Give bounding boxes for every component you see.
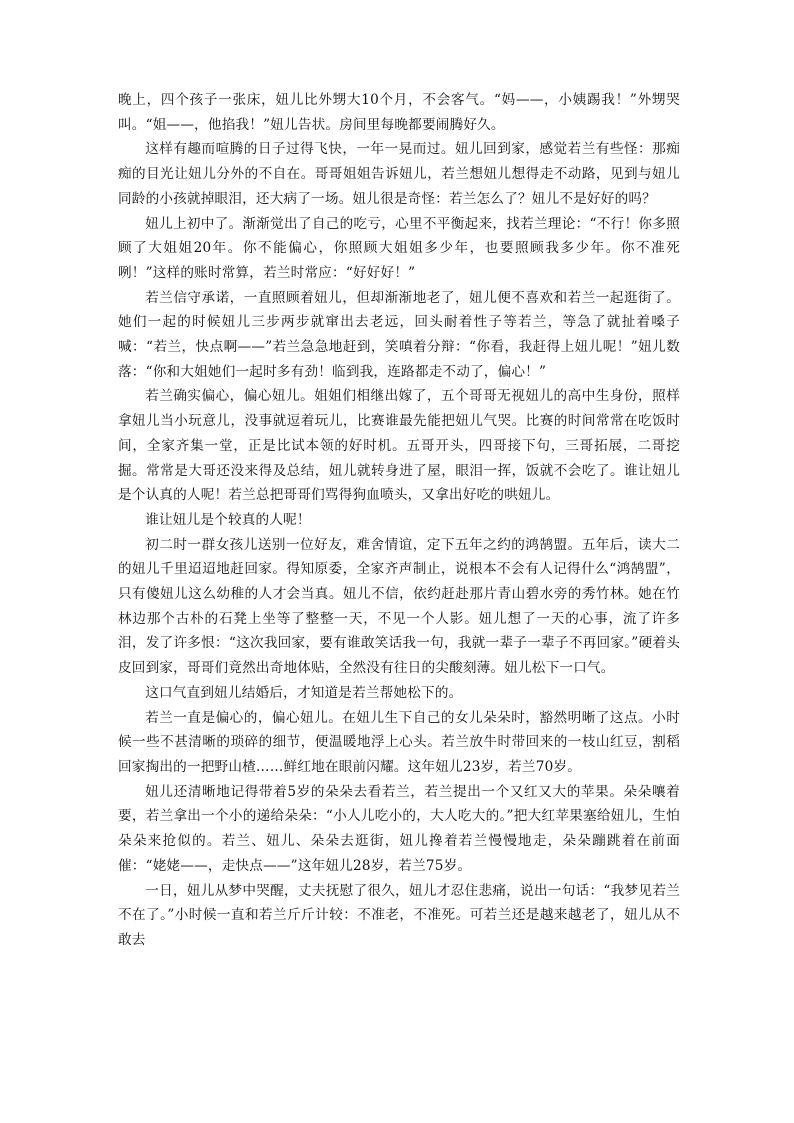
paragraph-7: 初二时一群女孩儿送别一位好友，难舍情谊，定下五年之约的鸿鹄盟。五年后，读大二的妞儿千里迢迢地赶回家。得知原委，全家齐声制止，说根本不会有人记得什么“鸿鹄盟”，只有傻妞儿这么幼稚的人才会当真。妞儿不信，依约赶赴那片青山碧水旁的秀竹林。她在竹林边那个古朴的石凳上坐等了整整一天，不见一个人影。妞儿想了一天的心事，流了许多泪，发了许多恨：“这次我回家，要有谁敢笑话我一句，我就一辈子一辈子不再回家。”硬着头皮回到家，哥哥们竟然出奇地体贴，全然没有往日的尖酸刻薄。妞儿松下一口气。 <box>118 536 680 677</box>
paragraph-11: 一日，妞儿从梦中哭醒，丈夫抚慰了很久，妞儿才忍住悲痛，说出一句话：“我梦见若兰不在了。”小时候一直和若兰斤斤计较：不准老，不准死。可若兰还是越来越老了，妞儿从不敢去 <box>118 882 680 948</box>
paragraph-4: 若兰信守承诺，一直照顾着妞儿，但却渐渐地老了，妞儿便不喜欢和若兰一起逛街了。她们一起的时候妞儿三步两步就窜出去老远，回头耐着性子等若兰，等急了就扯着嗓子喊：“若兰，快点啊——”若兰急急地赶到，笑嗔着分辩：“你看，我赶得上妞儿呢！”妞儿数落：“你和大姐她们一起时多有劲！临到我，连路都走不动了，偏心！” <box>118 289 680 380</box>
paragraph-5: 若兰确实偏心，偏心妞儿。姐姐们相继出嫁了，五个哥哥无视妞儿的高中生身份，照样拿妞儿当小玩意儿，没事就逗着玩儿，比赛谁最先能把妞儿气哭。比赛的时间常常在吃饭时间，全家齐集一堂，正是比试本领的好时机。五哥开头，四哥接下句，三哥拓展，二哥挖掘。常常是大哥还没来得及总结，妞儿就转身进了屋，眼泪一挥，饭就不会吃了。谁让妞儿是个认真的人呢！若兰总把哥哥们骂得狗血喷头，又拿出好吃的哄妞儿。 <box>118 388 680 504</box>
document-page <box>118 88 680 953</box>
paragraph-9: 若兰一直是偏心的，偏心妞儿。在妞儿生下自己的女儿朵朵时，豁然明晰了这点。小时候一些不甚清晰的琐碎的细节，便温暖地浮上心头。若兰放牛时带回来的一枝山红豆，割稻回家掏出的一把野山楂……鲜红地在眼前闪耀。这年妞儿23岁，若兰70岁。 <box>118 709 680 775</box>
paragraph-2: 这样有趣而喧腾的日子过得飞快，一年一晃而过。妞儿回到家，感觉若兰有些怪：那痴痴的目光让妞儿分外的不自在。哥哥姐姐告诉妞儿，若兰想妞儿想得走不动路，见到与妞儿同龄的小孩就掉眼泪，还大病了一场。妞儿很是奇怪：若兰怎么了？妞儿不是好好的吗？ <box>118 141 680 207</box>
paragraph-3: 妞儿上初中了。渐渐觉出了自己的吃亏，心里不平衡起来，找若兰理论：“不行！你多照顾了大姐姐20年。你不能偏心，你照顾大姐姐多少年，也要照顾我多少年。你不准死咧！”这样的账时常算，若兰时常应：“好好好！” <box>118 215 680 281</box>
paragraph-8: 这口气直到妞儿结婚后，才知道是若兰帮她松下的。 <box>145 684 463 701</box>
paragraph-6: 谁让妞儿是个较真的人呢！ <box>145 511 311 528</box>
paragraph-10: 妞儿还清晰地记得带着5岁的朵朵去看若兰，若兰提出一个又红又大的苹果。朵朵嚷着要，若兰拿出一个小的递给朵朵：“小人儿吃小的，大人吃大的。”把大红苹果塞给妞儿，生怕朵朵来抢似的。若兰、妞儿、朵朵去逛街，妞儿搀着若兰慢慢地走，朵朵蹦跳着在前面催：“姥姥——，走快点——”这年妞儿28岁，若兰75岁。 <box>118 783 680 874</box>
paragraph-1: 晚上，四个孩子一张床，妞儿比外甥大10个月，不会客气。“妈——，小姨踢我！”外甥哭叫。“姐——，他掐我！”妞儿告状。房间里每晚都要闹腾好久。 <box>118 92 680 133</box>
